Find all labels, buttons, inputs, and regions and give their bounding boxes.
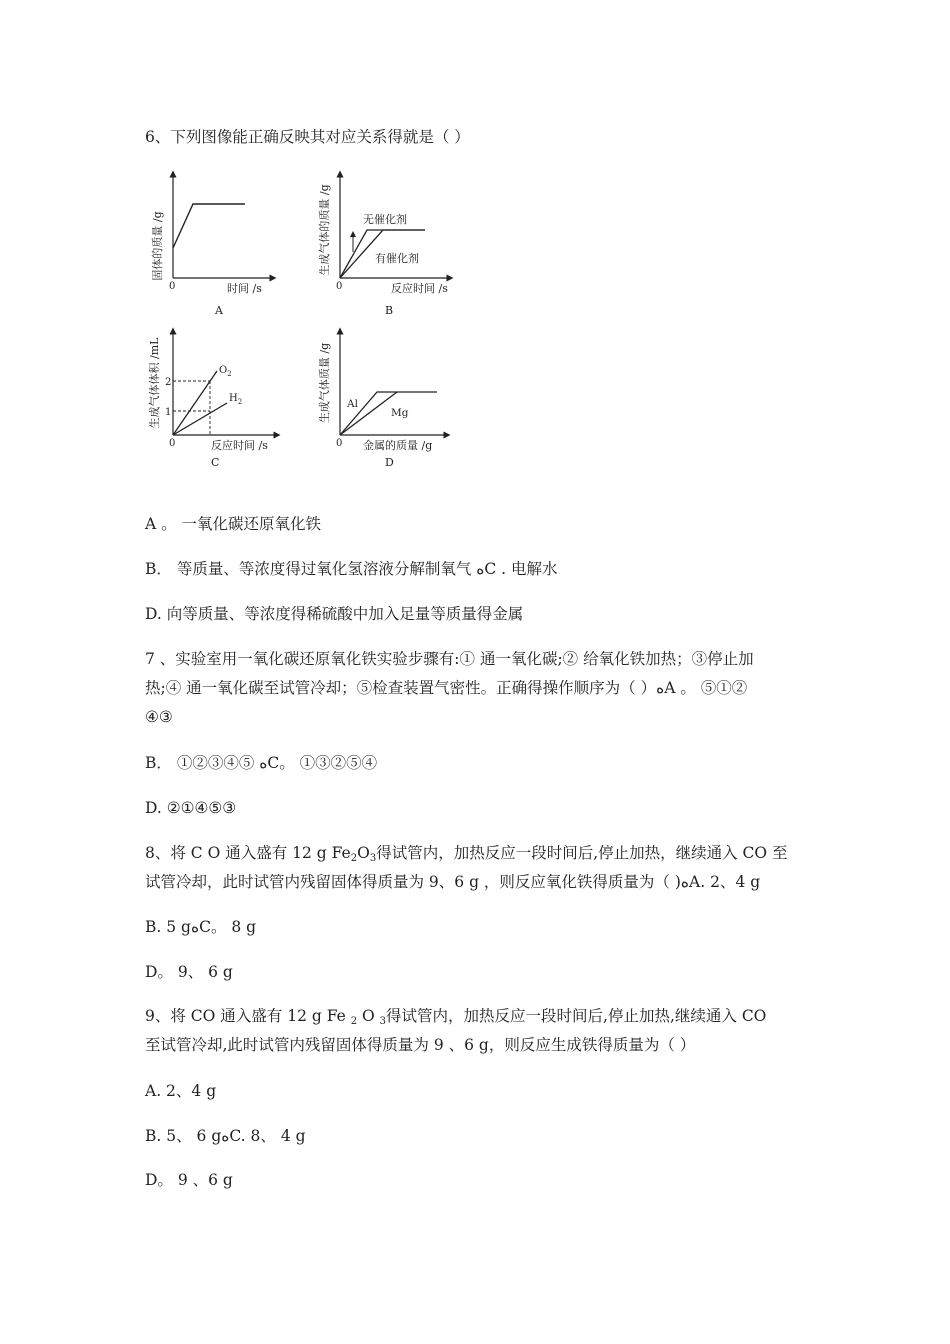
- q9-option-a: A. 2、4 g: [145, 1082, 217, 1100]
- figure-c-origin: 0: [169, 438, 176, 449]
- q9-option-d: D。 9 、6 g: [145, 1171, 233, 1189]
- figure-a: [145, 168, 290, 323]
- figure-d-caption: D: [385, 456, 394, 469]
- figure-b-caption: B: [385, 304, 394, 317]
- figure-b-label-no-catalyst: 无催化剂: [363, 213, 407, 226]
- figure-b-origin: 0: [336, 281, 343, 292]
- q8-option-b-c: B. 5 gﻩC。 8 g: [145, 918, 257, 936]
- q6-stem: 6、下列图像能正确反映其对应关系得就是（ ）: [145, 128, 470, 146]
- figure-c-line-h2: [173, 403, 227, 435]
- figure-c: [145, 325, 295, 475]
- figure-b-ylabel: 生成气体的质量 /g: [318, 184, 331, 276]
- figure-d-ylabel: 生成气体质量 /g: [318, 342, 331, 424]
- q7-option-b-c: B． ①②③④⑤ ﻩC。 ①③②⑤④: [145, 754, 378, 772]
- figure-c-tick-1: 1: [165, 407, 172, 418]
- figure-c-xlabel: 反应时间 /s: [211, 439, 268, 452]
- figure-b-label-catalyst: 有催化剂: [375, 252, 419, 265]
- figure-d-origin: 0: [336, 438, 343, 449]
- q8-stem-line2: 试管冷却，此时试管内残留固体得质量为 9、6 g ，则反应氧化铁得质量为（ )ﻩA. 2、4 g: [145, 873, 761, 891]
- q6-option-b-c: B． 等质量、等浓度得过氧化氢溶液分解制氧气 ﻩC . 电解水: [145, 560, 558, 578]
- q7-stem-line1: 7 、实验室用一氧化碳还原氧化铁实验步骤有:① 通一氧化碳;② 给氧化铁加热；③停止加: [145, 650, 754, 668]
- q9-stem-line2: 至试管冷却,此时试管内残留固体得质量为 9 、6 g，则反应生成铁得质量为（ ）: [145, 1036, 696, 1054]
- figure-d-xlabel: 金属的质量 /g: [363, 439, 433, 452]
- q9-stem-line1: 9、将 CO 通入盛有 12 g Fe $_2$ O $_3$得试管内，加热反应一段时间后,停止加热,继续通入 CO: [145, 1007, 767, 1027]
- figure-d-label-mg: Mg: [391, 407, 409, 419]
- q8-option-d: D。 9、 6 g: [145, 963, 233, 981]
- q6-option-d: D. 向等质量、等浓度得稀硫酸中加入足量等质量得金属: [145, 605, 524, 623]
- figure-c-label-h2: $H_2$: [229, 393, 243, 406]
- figure-c-ylabel: 生成气体体积 /mL: [148, 337, 161, 429]
- figure-d-label-al: Al: [347, 398, 358, 410]
- figure-a-curve: [173, 204, 245, 248]
- q6-option-a: A 。 一氧化碳还原氧化铁: [145, 515, 322, 533]
- figure-c-caption: C: [211, 456, 220, 469]
- figure-a-origin: 0: [169, 281, 176, 292]
- figure-a-ylabel: 固体的质量 /g: [151, 211, 164, 281]
- figure-b-xlabel: 反应时间 /s: [391, 282, 448, 295]
- q7-stem-line3: ④③: [145, 708, 173, 726]
- figure-c-tick-2: 2: [165, 377, 172, 388]
- figure-a-xlabel: 时间 /s: [227, 282, 262, 295]
- figure-a-caption: A: [215, 304, 223, 317]
- q9-option-b-c: B. 5、 6 gﻩC. 8、 4 g: [145, 1127, 306, 1145]
- q8-stem-line1: 8、将 C O 通入盛有 12 g $Fe_2O_3$得试管内，加热反应一段时间后,停止加热，继续通入 CO 至: [145, 844, 788, 864]
- figure-c-label-o2: $O_2$: [219, 365, 232, 378]
- q7-stem-line2: 热;④ 通一氧化碳至试管冷却；⑤检查装置气密性。正确得操作顺序为（ ）ﻩA 。 ⑤①②: [145, 679, 748, 697]
- figure-b: [315, 168, 465, 323]
- q7-option-d: D. ②①④⑤③: [145, 799, 237, 817]
- figure-d: [315, 325, 465, 475]
